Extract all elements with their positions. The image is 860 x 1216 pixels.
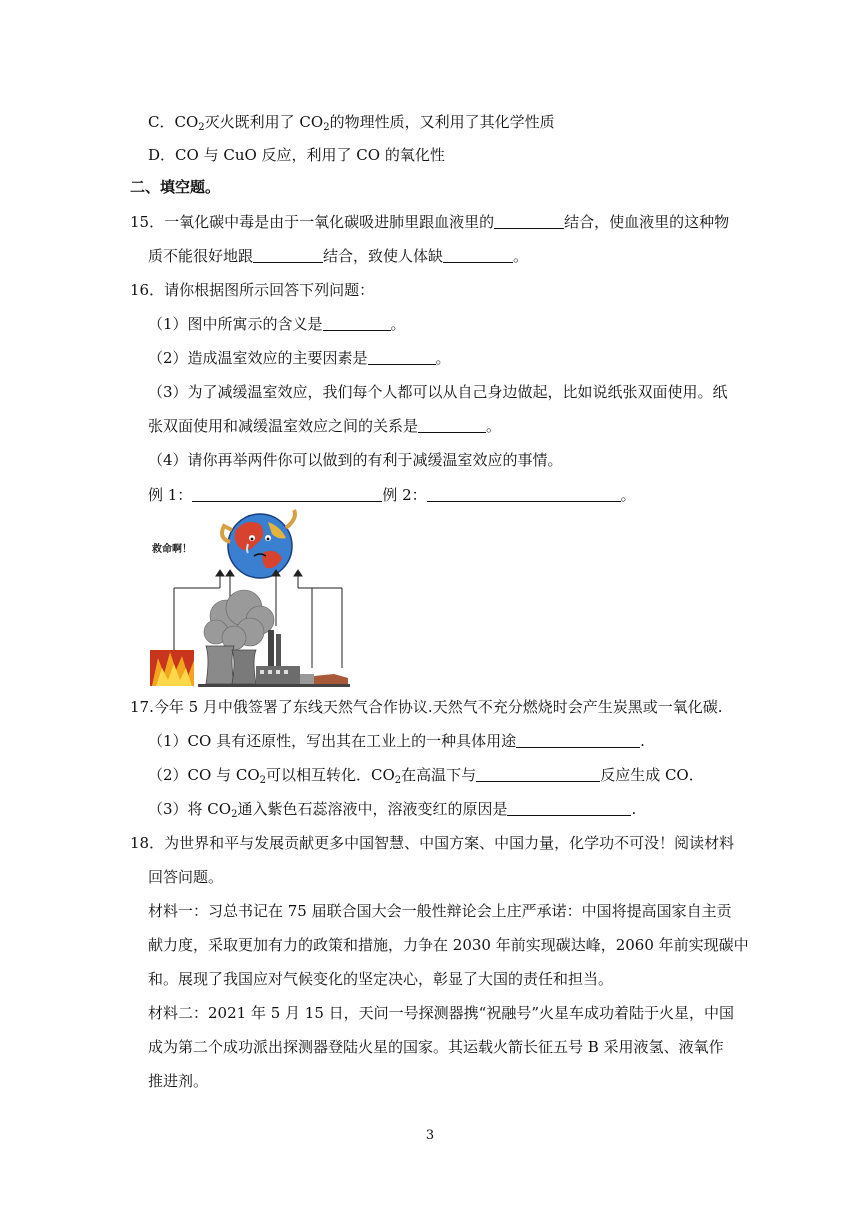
question-15-line-2: 质不能很好地跟 结合，致使人体缺 。 [148, 247, 529, 265]
page-number: 3 [425, 1128, 435, 1143]
callout-text: 救命啊！ [152, 544, 192, 555]
question-16-sub-4: （4）请你再举两件你可以做到的有利于减缓温室效应的事情。 [148, 451, 563, 469]
smoke-cloud [204, 590, 274, 650]
question-16-examples: 例 1： 例 2： 。 [148, 486, 636, 504]
question-16-sub-3-line-1: （3）为了减缓温室效应，我们每个人都可以从自己身边做起，比如说纸张双面使用。纸 [148, 383, 728, 401]
question-17-sub-1: （1）CO 具有还原性，写出其在工业上的一种具体用途 . [148, 732, 645, 750]
material-2-line-3: 推进剂。 [148, 1072, 209, 1090]
question-15-line-1: 15．一氧化碳中毒是由于一氧化碳吸进肺里跟血液里的 结合，使血液里的这种物 [130, 213, 730, 231]
question-16-sub-3-line-2: 张双面使用和减缓温室效应之间的关系是 。 [148, 417, 502, 435]
forest-fire-icon [150, 650, 194, 686]
question-18-line-2: 回答问题。 [148, 868, 224, 886]
question-18-line-1: 18．为世界和平与发展贡献更多中国智慧、中国方案、中国力量，化学功不可没！阅读材料 [130, 834, 735, 852]
section-heading: 二、填空题。 [130, 178, 221, 196]
material-2-line-2: 成为第二个成功派出探测器登陆火星的国家。其运载火箭长征五号 B 采用液氢、液氧作 [148, 1038, 724, 1056]
question-17-sub-3: （3）将 $CO_2$通入紫色石蕊溶液中，溶液变红的原因是 . [148, 800, 637, 820]
material-1-line-1: 材料一：习总书记在 75 届联合国大会一般性辩论会上庄严承诺：中国将提高国家自主贡 [148, 902, 732, 920]
material-1-line-3: 和。展现了我国应对气候变化的坚定决心，彰显了大国的责任和担当。 [148, 970, 614, 988]
crying-earth-icon [222, 510, 295, 578]
question-16-sub-1: （1）图中所寓示的含义是 。 [148, 315, 406, 333]
greenhouse-illustration [148, 508, 353, 688]
option-d: D．CO 与 CuO 反应，利用了 CO 的氧化性 [148, 146, 445, 164]
question-16-sub-2: （2）造成温室效应的主要因素是 。 [148, 349, 451, 367]
material-2-line-1: 材料二：2021 年 5 月 15 日，天问一号探测器携“祝融号”火星车成功着陆于火星，中国 [148, 1004, 734, 1022]
question-16-stem: 16．请你根据图所示回答下列问题： [130, 281, 375, 299]
option-c: C．$CO_2$灭火既利用了 $CO_2$的物理性质，又利用了其化学性质 [148, 113, 555, 133]
question-17-sub-2: （2）CO 与 $CO_2$可以相互转化．$CO_2$在高温下与 反应生成 CO． [148, 766, 704, 786]
question-17-stem: 17.今年 5 月中俄签署了东线天然气合作协议.天然气不充分燃烧时会产生炭黑或一氧化碳. [130, 698, 723, 716]
material-1-line-2: 献力度，采取更加有力的政策和措施，力争在 2030 年前实现碳达峰，2060 年前实现碳中 [148, 936, 749, 954]
